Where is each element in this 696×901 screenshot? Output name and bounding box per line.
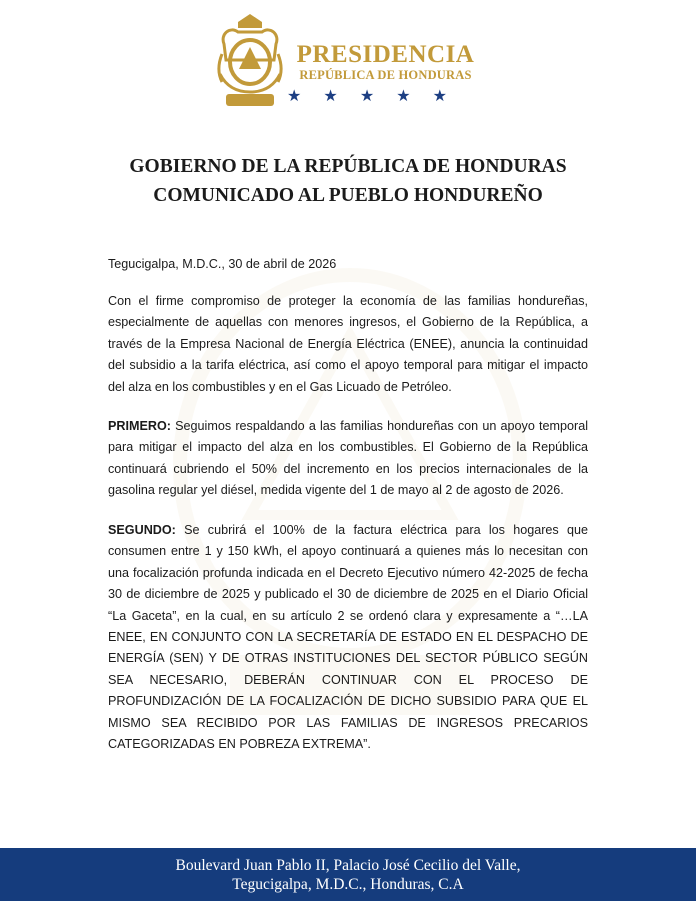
star-icon: ★	[432, 88, 447, 105]
footer-address	[0, 848, 696, 901]
primero-text: Seguimos respaldando a las familias hondureñas con un apoyo temporal para mitigar el impacto del alza en los combustibles. El Gobierno de la República continuará cubriendo el 50% del incremento en los precios internacionales de la gasolina regular yel diésel, medida vigente del 1 de mayo al 2 de agosto de 2026.	[108, 419, 588, 498]
intro-text: Con el firme compromiso de proteger la economía de las familias hondureñas, especialmente de aquellas con menores ingresos, el Gobierno de la República, a través de la Empresa Nacional de Energía Eléctrica (ENEE), anuncia la continuidad del subsidio a la tarifa eléctrica, así como el apoyo temporal para mitigar el impacto del alza en los combustibles y en el Gas Licuado de Petróleo.	[108, 294, 588, 394]
primero-label: PRIMERO:	[108, 419, 171, 433]
title-line-1: GOBIERNO DE LA REPÚBLICA DE HONDURAS	[129, 156, 567, 177]
intro-paragraph	[108, 291, 588, 398]
star-row	[287, 88, 447, 108]
footer-line-1: Boulevard Juan Pablo II, Palacio José Cecilio del Valle,	[175, 857, 521, 874]
coat-of-arms-icon	[216, 14, 284, 108]
letterhead	[0, 14, 696, 114]
star-icon: ★	[396, 88, 411, 105]
segundo-text: Se cubrirá el 100% de la factura eléctrica para los hogares que consumen entre 1 y 150 kWh, el apoyo continuará a quienes más lo necesitan con una focalización profunda indicada en el Decreto Ejecutivo número 42-2025 de fecha 30 de diciembre de 2025 y publicado el 30 de diciembre de 2025 en el Diario Oficial “La Gaceta”, en la cual, en su artículo 2 se ordenó clara y expresamente a “…LA ENEE, EN CONJUNTO CON LA SECRETARÍA DE ESTADO EN EL DESPACHO DE ENERGÍA (SEN) Y DE OTRAS INSTITUCIONES DEL SECTOR PÚBLICO SEGÚN SEA NECESARIO, DEBERÁN CONTINUAR CON EL PROCESO DE PROFUNDIZACIÓN DE LA FOCALIZACIÓN DE DICHO SUBSIDIO PARA QUE EL MISMO SEA RECIBIDO POR LAS FAMILIAS DE INGRESOS PRECARIOS CATEGORIZADAS EN POBREZA EXTREMA”.	[108, 523, 588, 752]
star-icon: ★	[287, 88, 302, 105]
segundo-label: SEGUNDO:	[108, 523, 176, 537]
footer-line-2: Tegucigalpa, M.D.C., Honduras, C.A	[232, 876, 464, 893]
segundo-paragraph	[108, 520, 588, 755]
segundo-text-block	[108, 520, 588, 755]
dateline	[108, 254, 588, 275]
brand-block	[288, 42, 483, 82]
dateline-text: Tegucigalpa, M.D.C., 30 de abril de 2026	[108, 257, 337, 271]
title-line-2: COMUNICADO AL PUEBLO HONDUREÑO	[153, 185, 543, 206]
primero-paragraph	[108, 416, 588, 502]
document-title	[0, 152, 696, 210]
star-icon: ★	[359, 88, 375, 105]
brand-subtitle: REPÚBLICA DE HONDURAS	[299, 68, 472, 82]
star-icon: ★	[323, 88, 338, 105]
primero-text-block	[108, 416, 588, 502]
brand-title: PRESIDENCIA	[296, 41, 475, 68]
